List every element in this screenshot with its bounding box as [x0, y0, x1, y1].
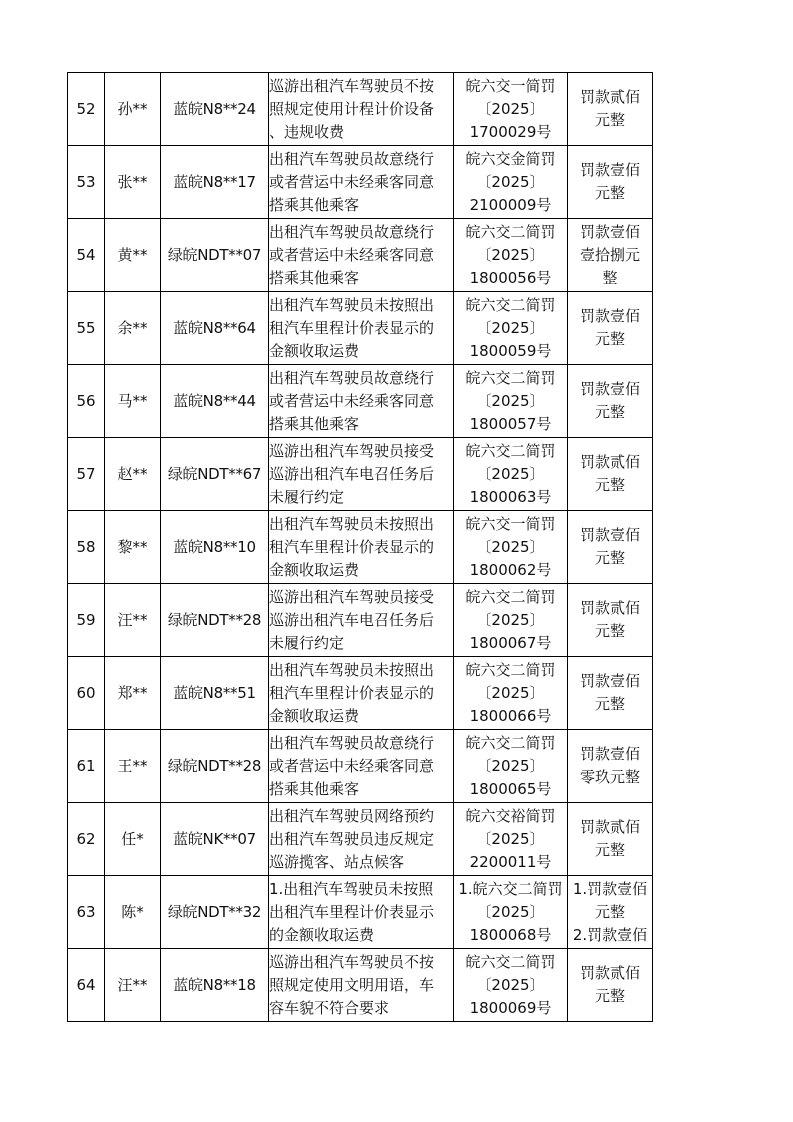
penalty-cell [568, 949, 653, 1022]
person-name-text: 汪** [117, 610, 148, 629]
violation-line: 照规定使用文明用语，车 [269, 975, 435, 994]
row-number-text: 60 [76, 683, 96, 702]
document-number-line: 〔2025〕 [476, 172, 545, 191]
plate-number-text: 蓝皖N8**18 [173, 975, 256, 994]
document-number-line: 1800059号 [469, 341, 552, 360]
document-number-line: 皖六交裕简罚 [465, 806, 556, 825]
row-number-cell [68, 876, 105, 949]
table-row [68, 365, 653, 438]
document-number-line: 1800057号 [469, 414, 552, 433]
document-number-line: 〔2025〕 [476, 756, 545, 775]
violation-line: 巡游出租汽车驾驶员接受 [269, 441, 435, 460]
table-row [68, 730, 653, 803]
row-number-cell [68, 292, 105, 365]
violation-line: 出租汽车驾驶员故意绕行 [269, 222, 435, 241]
violation-line: 或者营运中未经乘客同意 [269, 391, 435, 410]
violation-line: 租汽车里程计价表显示的 [269, 318, 435, 337]
person-name-cell [105, 511, 161, 584]
violation-cell [269, 876, 454, 949]
penalty-cell [568, 730, 653, 803]
plate-number-cell [161, 219, 269, 292]
table-row [68, 584, 653, 657]
document-number-line: 皖六交二简罚 [465, 952, 556, 971]
person-name-cell [105, 438, 161, 511]
table-row [68, 438, 653, 511]
penalty-line: 元整 [594, 841, 625, 859]
violation-line: 或者营运中未经乘客同意 [269, 245, 435, 264]
penalty-line: 壹拾捌元 [579, 245, 640, 264]
document-number-line: 皖六交二简罚 [465, 295, 556, 314]
penalty-cell [568, 511, 653, 584]
document-number-line: 〔2025〕 [476, 829, 545, 848]
document-number-line: 2100009号 [469, 195, 552, 214]
violation-line: 巡游出租汽车电召任务后 [269, 464, 435, 483]
penalty-line: 罚款壹佰 [579, 161, 640, 179]
violation-line: 出租汽车驾驶员未按照出 [269, 514, 435, 533]
plate-number-text: 绿皖NDT**32 [167, 902, 262, 921]
penalty-cell [568, 584, 653, 657]
document-number-line: 皖六交二简罚 [465, 368, 556, 387]
document-number-cell [454, 584, 568, 657]
row-number-cell [68, 511, 105, 584]
row-number-text: 56 [76, 391, 96, 410]
row-number-cell [68, 949, 105, 1022]
violation-line: 未履行约定 [269, 487, 345, 506]
penalty-records-table [67, 72, 653, 1022]
document-number-line: 1800065号 [469, 779, 552, 798]
document-number-line: 〔2025〕 [476, 537, 545, 556]
person-name-text: 黎** [117, 537, 148, 556]
table-row [68, 803, 653, 876]
plate-number-cell [161, 730, 269, 803]
violation-line: 搭乘其他乘客 [269, 268, 360, 287]
penalty-line: 元整 [594, 330, 625, 348]
document-number-line: 〔2025〕 [476, 683, 545, 702]
table-row [68, 146, 653, 219]
plate-number-text: 蓝皖N8**44 [173, 391, 256, 410]
violation-line: 出租汽车驾驶员违反规定 [269, 829, 435, 848]
table-row [68, 949, 653, 1022]
penalty-line: 罚款贰佰 [579, 818, 640, 836]
document-number-line: 〔2025〕 [476, 610, 545, 629]
document-number-line: 皖六交一简罚 [465, 514, 556, 533]
document-number-line: 〔2025〕 [476, 391, 545, 410]
penalty-line: 罚款贰佰 [579, 88, 640, 106]
document-number-line: 〔2025〕 [476, 464, 545, 483]
document-number-line: 〔2025〕 [476, 245, 545, 264]
penalty-cell [568, 292, 653, 365]
penalty-cell [568, 73, 653, 146]
violation-line: 出租汽车驾驶员未按照出 [269, 660, 435, 679]
document-number-line: 皖六交二简罚 [465, 222, 556, 241]
plate-number-text: 蓝皖N8**64 [173, 318, 256, 337]
row-number-text: 61 [76, 756, 96, 775]
penalty-cell [568, 657, 653, 730]
row-number-cell [68, 146, 105, 219]
person-name-cell [105, 146, 161, 219]
row-number-text: 55 [76, 318, 96, 337]
violation-cell [269, 292, 454, 365]
person-name-cell [105, 73, 161, 146]
document-number-cell [454, 365, 568, 438]
person-name-cell [105, 584, 161, 657]
row-number-cell [68, 438, 105, 511]
person-name-text: 孙** [117, 99, 148, 118]
penalty-line: 元整 [594, 622, 625, 640]
document-number-cell [454, 511, 568, 584]
penalty-line: 元整 [594, 695, 625, 713]
plate-number-text: 蓝皖N8**17 [173, 172, 256, 191]
penalty-line: 元整 [594, 184, 625, 202]
violation-line: 出租汽车里程计价表显示 [269, 902, 435, 921]
person-name-text: 张** [117, 172, 148, 191]
violation-cell [269, 146, 454, 219]
plate-number-text: 绿皖NDT**67 [167, 464, 262, 483]
person-name-cell [105, 730, 161, 803]
document-number-cell [454, 292, 568, 365]
row-number-text: 59 [76, 610, 96, 629]
person-name-cell [105, 219, 161, 292]
violation-cell [269, 365, 454, 438]
violation-line: 出租汽车驾驶员故意绕行 [269, 368, 435, 387]
penalty-line: 罚款壹佰 [579, 745, 640, 763]
plate-number-cell [161, 584, 269, 657]
plate-number-text: 蓝皖N8**24 [173, 99, 256, 118]
person-name-text: 郑** [117, 683, 148, 702]
violation-line: 的金额收取运费 [269, 925, 375, 944]
person-name-text: 陈* [121, 902, 144, 921]
person-name-text: 任* [121, 829, 144, 848]
document-number-line: 皖六交二简罚 [465, 660, 556, 679]
document-number-cell [454, 803, 568, 876]
plate-number-text: 绿皖NDT**07 [167, 245, 262, 264]
plate-number-cell [161, 803, 269, 876]
person-name-text: 黄** [117, 245, 148, 264]
document-number-line: 〔2025〕 [476, 975, 545, 994]
document-number-line: 1800066号 [469, 706, 552, 725]
violation-cell [269, 949, 454, 1022]
penalty-line: 罚款贰佰 [579, 599, 640, 617]
plate-number-cell [161, 146, 269, 219]
table-row [68, 292, 653, 365]
violation-line: 巡游出租汽车驾驶员不按 [269, 76, 435, 95]
plate-number-cell [161, 657, 269, 730]
penalty-line: 元整 [594, 111, 625, 129]
penalty-cell [568, 219, 653, 292]
person-name-text: 余** [117, 318, 148, 337]
violation-line: 未履行约定 [269, 633, 345, 652]
plate-number-text: 蓝皖N8**10 [173, 537, 256, 556]
violation-line: 容车貌不符合要求 [269, 998, 390, 1017]
penalty-cell [568, 365, 653, 438]
penalty-line: 元整 [594, 902, 625, 921]
plate-number-cell [161, 438, 269, 511]
violation-cell [269, 511, 454, 584]
person-name-cell [105, 949, 161, 1022]
violation-line: 巡游出租汽车驾驶员接受 [269, 587, 435, 606]
violation-cell [269, 438, 454, 511]
penalty-cell [568, 803, 653, 876]
row-number-text: 63 [76, 902, 96, 921]
person-name-cell [105, 292, 161, 365]
document-number-line: 皖六交金简罚 [465, 149, 556, 168]
person-name-cell [105, 657, 161, 730]
document-number-line: 2200011号 [469, 852, 552, 871]
penalty-line: 元整 [594, 476, 625, 494]
plate-number-text: 绿皖NDT**28 [167, 756, 262, 775]
penalty-line: 罚款壹佰 [579, 222, 640, 241]
document-number-line: 〔2025〕 [476, 902, 545, 921]
violation-cell [269, 730, 454, 803]
document-number-cell [454, 438, 568, 511]
violation-line: 巡游揽客、站点候客 [269, 852, 405, 871]
document-number-cell [454, 730, 568, 803]
document-number-line: 1800056号 [469, 268, 552, 287]
document-number-line: 1800062号 [469, 560, 552, 579]
penalty-line: 罚款壹佰 [579, 307, 640, 325]
penalty-cell [568, 146, 653, 219]
document-number-line: 1800069号 [469, 998, 552, 1017]
violation-cell [269, 219, 454, 292]
table-row [68, 876, 653, 949]
document-number-line: 1800067号 [469, 633, 552, 652]
row-number-text: 57 [76, 464, 96, 483]
document-number-line: 1800063号 [469, 487, 552, 506]
plate-number-cell [161, 876, 269, 949]
penalty-line: 元整 [594, 987, 625, 1005]
person-name-text: 赵** [117, 464, 148, 483]
penalty-line: 罚款壹佰 [579, 526, 640, 544]
violation-line: 出租汽车驾驶员网络预约 [269, 806, 435, 825]
violation-cell [269, 803, 454, 876]
person-name-text: 王** [117, 756, 148, 775]
row-number-cell [68, 365, 105, 438]
person-name-text: 汪** [117, 975, 148, 994]
document-number-cell [454, 146, 568, 219]
table-row [68, 511, 653, 584]
row-number-cell [68, 803, 105, 876]
plate-number-cell [161, 73, 269, 146]
violation-line: 金额收取运费 [269, 706, 360, 725]
violation-line: 出租汽车驾驶员故意绕行 [269, 149, 435, 168]
table-row [68, 657, 653, 730]
document-number-line: 1700029号 [469, 122, 552, 141]
row-number-text: 64 [76, 975, 96, 994]
penalty-cell [568, 438, 653, 511]
penalty-cell [568, 876, 653, 949]
plate-number-cell [161, 365, 269, 438]
table-body [68, 73, 653, 1022]
violation-line: 巡游出租汽车驾驶员不按 [269, 952, 435, 971]
document-number-line: 皖六交一简罚 [465, 76, 556, 95]
document-number-cell [454, 657, 568, 730]
violation-cell [269, 73, 454, 146]
violation-line: 租汽车里程计价表显示的 [269, 537, 435, 556]
penalty-line: 零玖元整 [579, 768, 640, 786]
violation-line: 金额收取运费 [269, 560, 360, 579]
row-number-cell [68, 584, 105, 657]
table-row [68, 219, 653, 292]
plate-number-cell [161, 511, 269, 584]
plate-number-text: 蓝皖N8**51 [173, 683, 256, 702]
row-number-text: 58 [76, 537, 96, 556]
penalty-line: 整 [602, 268, 618, 287]
penalty-line: 1.罚款壹佰 [572, 879, 648, 898]
violation-line: 租汽车里程计价表显示的 [269, 683, 435, 702]
penalty-line: 元整 [594, 403, 625, 421]
violation-line: 照规定使用计程计价设备 [269, 99, 435, 118]
person-name-text: 马** [117, 391, 148, 410]
document-number-cell [454, 949, 568, 1022]
penalty-line: 罚款壹佰 [579, 672, 640, 690]
violation-line: 搭乘其他乘客 [269, 414, 360, 433]
violation-line: 或者营运中未经乘客同意 [269, 172, 435, 191]
violation-line: 搭乘其他乘客 [269, 779, 360, 798]
violation-line: 搭乘其他乘客 [269, 195, 360, 214]
penalty-line: 元整 [594, 549, 625, 567]
violation-cell [269, 584, 454, 657]
violation-line: 金额收取运费 [269, 341, 360, 360]
document-number-line: 〔2025〕 [476, 99, 545, 118]
violation-cell [269, 657, 454, 730]
penalty-line: 罚款壹佰 [579, 380, 640, 398]
row-number-text: 52 [76, 99, 96, 118]
penalty-line: 2.罚款壹佰 [572, 925, 648, 944]
person-name-cell [105, 365, 161, 438]
row-number-text: 53 [76, 172, 96, 191]
row-number-text: 62 [76, 829, 96, 848]
document-number-line: 〔2025〕 [476, 318, 545, 337]
penalty-line: 罚款贰佰 [579, 453, 640, 471]
violation-line: 、违规收费 [269, 122, 345, 141]
person-name-cell [105, 803, 161, 876]
document-number-line: 1800068号 [469, 925, 552, 944]
document-number-line: 皖六交二简罚 [465, 733, 556, 752]
document-number-cell [454, 219, 568, 292]
row-number-cell [68, 73, 105, 146]
document-number-cell [454, 876, 568, 949]
violation-line: 或者营运中未经乘客同意 [269, 756, 435, 775]
document-number-line: 1.皖六交二简罚 [458, 879, 563, 898]
violation-line: 1.出租汽车驾驶员未按照 [269, 879, 434, 898]
violation-line: 出租汽车驾驶员未按照出 [269, 295, 435, 314]
table-row [68, 73, 653, 146]
violation-line: 出租汽车驾驶员故意绕行 [269, 733, 435, 752]
plate-number-text: 蓝皖NK**07 [173, 829, 256, 848]
row-number-cell [68, 730, 105, 803]
document-number-line: 皖六交二简罚 [465, 441, 556, 460]
plate-number-cell [161, 949, 269, 1022]
person-name-cell [105, 876, 161, 949]
row-number-cell [68, 657, 105, 730]
document-number-cell [454, 73, 568, 146]
violation-line: 巡游出租汽车电召任务后 [269, 610, 435, 629]
row-number-text: 54 [76, 245, 96, 264]
document-number-line: 皖六交二简罚 [465, 587, 556, 606]
plate-number-cell [161, 292, 269, 365]
penalty-line: 罚款贰佰 [579, 964, 640, 982]
row-number-cell [68, 219, 105, 292]
plate-number-text: 绿皖NDT**28 [167, 610, 262, 629]
